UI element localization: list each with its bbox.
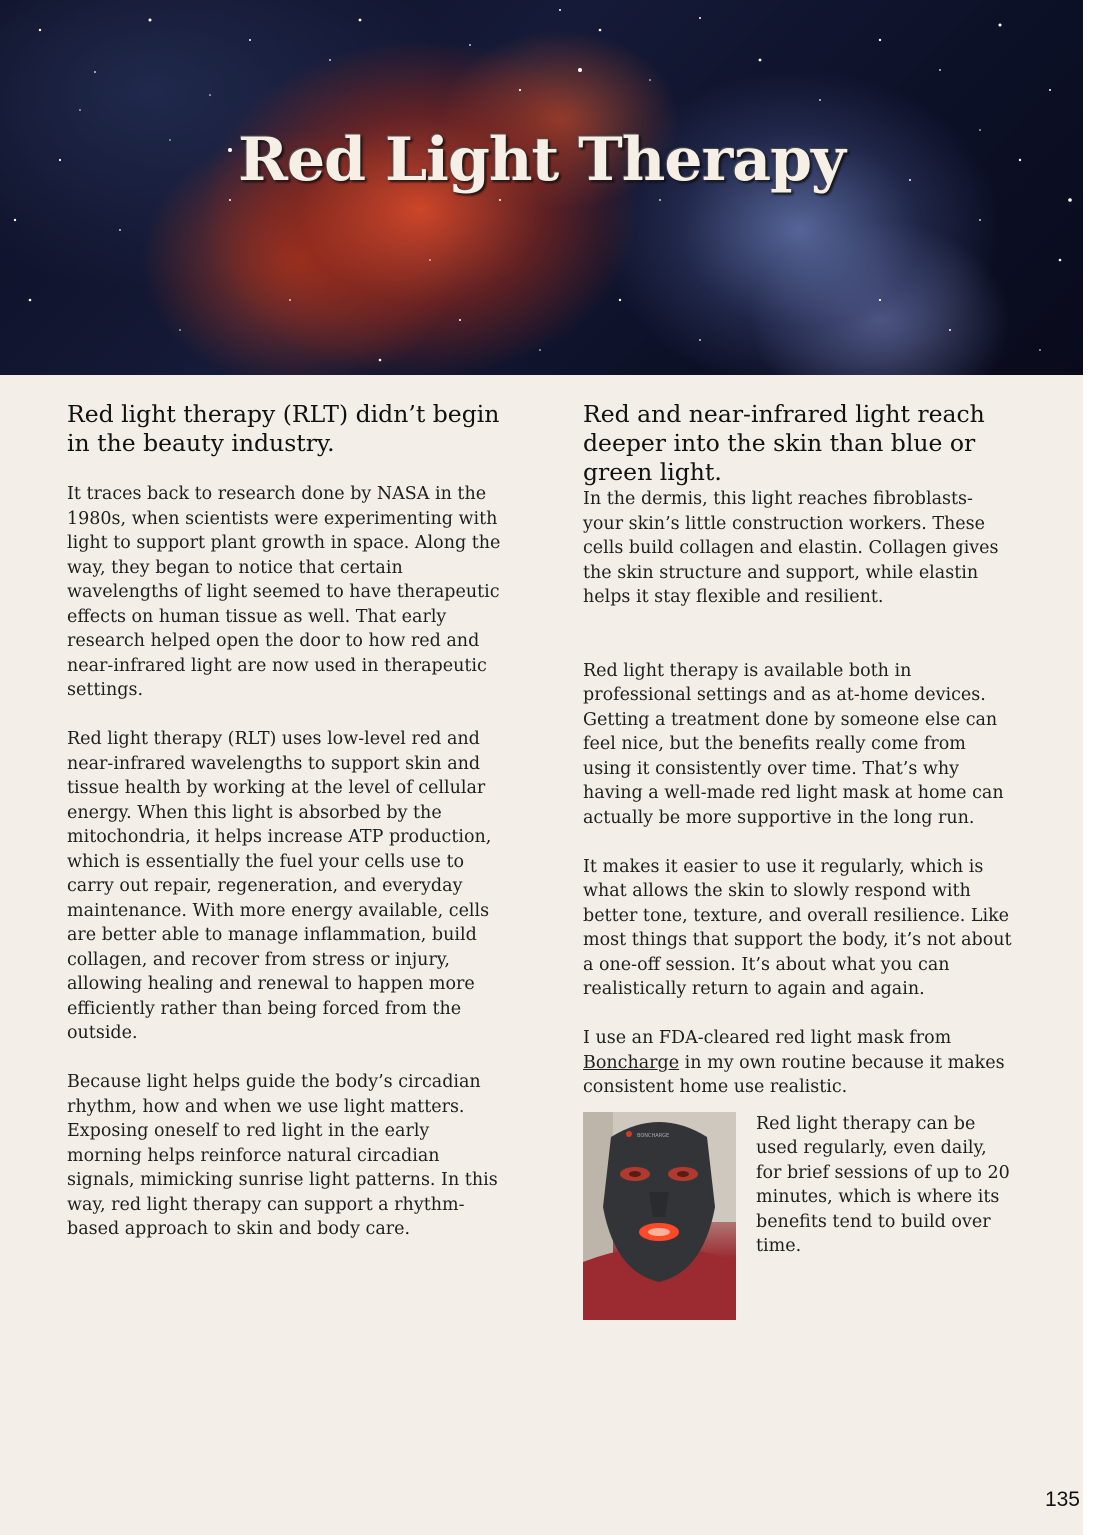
page-number: 135 [1044, 1488, 1080, 1511]
paragraph-circadian: Because light helps guide the body’s circadian rhythm, how and when we use light matters. Exposing oneself to red light in the early morning helps reinforce natural circadian signals, mimicking sunrise light patterns. In this way, red light therapy can support a rhythm-based approach to skin and body care. [67, 1072, 498, 1239]
mask-caption: Red light therapy can be used regularly, even daily, for brief sessions of up to 20 minutes, which is where its benefits tend to build over time. [756, 1113, 1010, 1256]
right-column [583, 400, 1015, 1327]
paragraph-rlt-mechanism: Red light therapy (RLT) uses low-level red and near-infrared wavelengths to support skin and tissue health by working at the level of cellular energy. When this light is absorbed by the mitochondria, it helps increase ATP production, which is essentially the fuel your cells use to carry out repair, regeneration, and everyday maintenance. With more energy available, cells are better able to manage inflammation, build collagen, and recover from stress or injury, allowing healing and renewal to happen more efficiently rather than being forced from the outside. [67, 729, 492, 1043]
paragraph-consistency: It makes it easier to use it regularly, which is what allows the skin to slowly respond with better tone, texture, and overall resilience. Like most things that support the body, it’s not about a one-off session. It’s about what you can realistically return to again and again. [583, 856, 1012, 999]
paragraph-professional-vs-home: Red light therapy is available both in professional settings and as at-home devices. Getting a treatment done by someone else can feel nice, but the benefits really come from using it consistently over time. That’s why having a well-made red light mask at home can actually be more supportive in the long run. [583, 660, 1004, 828]
left-heading: Red light therapy (RLT) didn’t begin in the beauty industry. [67, 400, 500, 457]
paragraph-boncharge [583, 1026, 1015, 1100]
boncharge-link[interactable]: Boncharge [583, 1052, 680, 1073]
right-heading: Red and near-infrared light reach deeper into the skin than blue or green light. [583, 400, 985, 486]
left-column [67, 400, 507, 1242]
hero-banner [0, 0, 1083, 375]
red-light-mask-photo-icon [583, 1112, 736, 1320]
paragraph-nasa-history: It traces back to research done by NASA in the 1980s, when scientists were experimenting with light to support plant growth in space. Along the way, they began to notice that certain wavelengths of light seemed to have therapeutic effects on human tissue as well. That early research helped open the door to how red and near-infrared light are now used in therapeutic settings. [67, 484, 501, 700]
mask-logo-text: BONCHARGE [637, 1132, 670, 1139]
page-title: Red Light Therapy [238, 125, 845, 195]
page-edge [1083, 0, 1094, 1535]
boncharge-text-before: I use an FDA-cleared red light mask from [583, 1028, 952, 1048]
paragraph-dermis: In the dermis, this light reaches fibroblasts- your skin’s little construction workers. These cells build collagen and elastin. Collagen gives the skin structure and support, while elastin helps it stay flexible and resilient. [583, 489, 999, 607]
boncharge-text-after: in my own routine because it makes consistent home use realistic. [583, 1052, 1005, 1097]
mask-figure [583, 1112, 1015, 1327]
